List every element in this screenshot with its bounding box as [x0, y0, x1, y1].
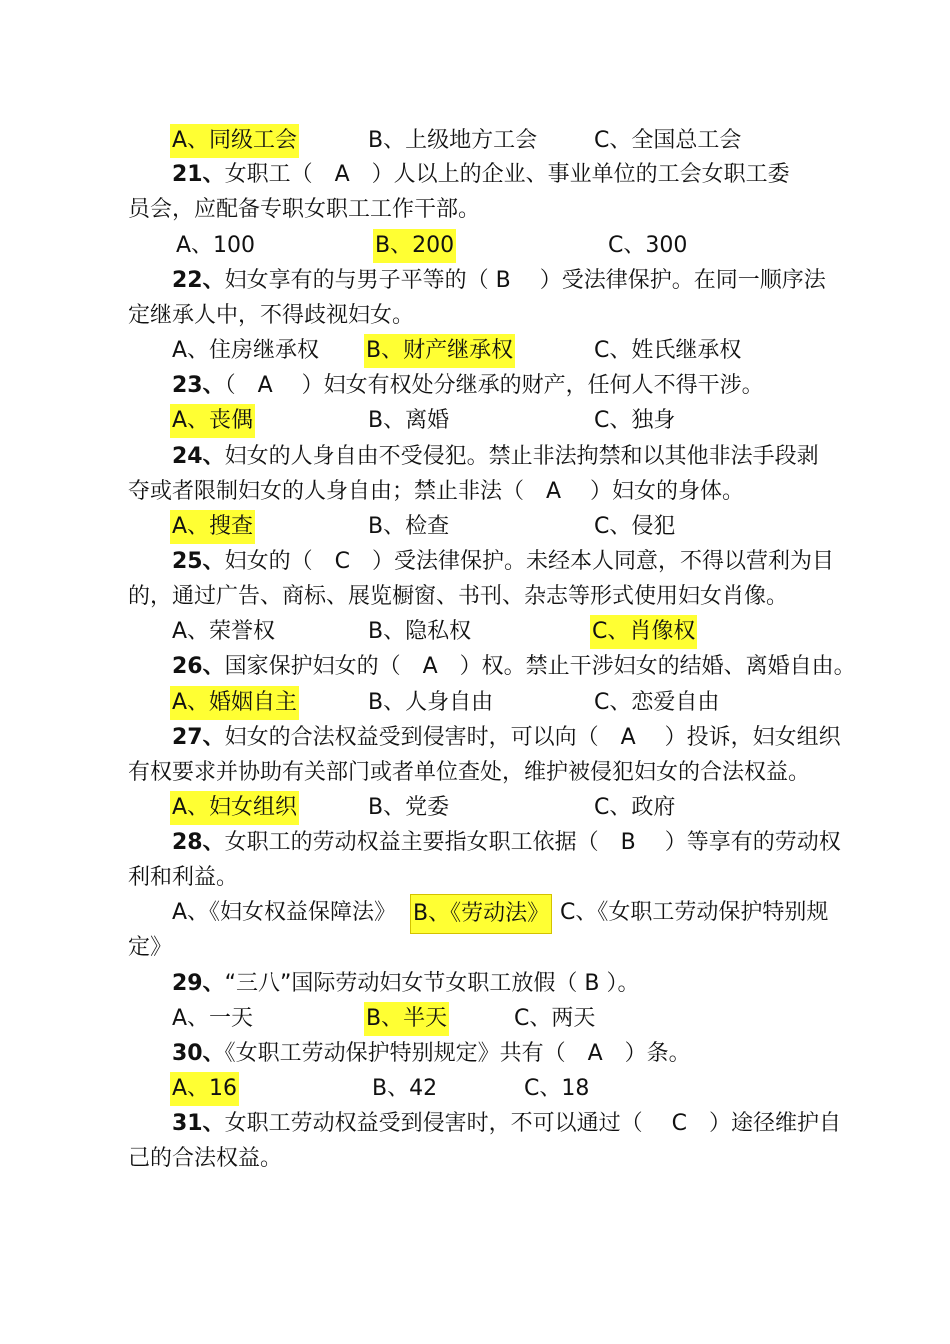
question-number: 27、	[172, 725, 225, 750]
question-25-line1	[172, 545, 834, 579]
option-c: C、独身	[594, 408, 676, 433]
option-b-correct: B、《劳动法》	[410, 894, 552, 934]
question-22-line2: 定继承人中，不得歧视妇女。	[128, 303, 415, 328]
option-c-correct: C、肖像权	[590, 615, 697, 649]
option-b: B、人身自由	[368, 690, 494, 715]
option-a-correct: A、同级工会	[170, 124, 299, 158]
option-b: B、检查	[368, 514, 450, 539]
question-text: 国家保护妇女的（ A ）权。禁止干涉妇女的结婚、离婚自由。	[224, 654, 856, 679]
option-b-correct: B、200	[373, 229, 456, 263]
option-c: C、《女职工劳动保护特别规	[560, 900, 829, 925]
option-b: B、42	[372, 1076, 438, 1101]
option-a-correct: A、16	[170, 1072, 239, 1106]
question-text: 女职工（ A ）人以上的企业、事业单位的工会女职工委	[224, 162, 790, 187]
question-text: （ A ）妇女有权处分继承的财产，任何人不得干涉。	[224, 373, 764, 398]
question-number: 30、	[172, 1041, 225, 1066]
option-b: B、上级地方工会	[368, 128, 538, 153]
option-c: C、姓氏继承权	[594, 338, 742, 363]
option-a-correct: A、妇女组织	[170, 791, 299, 825]
question-26-line1	[172, 650, 856, 684]
question-27-line2: 有权要求并协助有关部门或者单位查处，维护被侵犯妇女的合法权益。	[128, 760, 811, 785]
option-c-continuation: 定》	[128, 935, 173, 960]
question-number: 28、	[172, 830, 225, 855]
question-31-line1	[172, 1107, 841, 1141]
question-21-line1	[172, 158, 790, 192]
question-31-line2: 己的合法权益。	[128, 1146, 283, 1171]
question-number: 24、	[172, 444, 225, 469]
question-27-line1	[172, 721, 841, 755]
question-25-line2: 的，通过广告、商标、展览橱窗、书刊、杂志等形式使用妇女肖像。	[128, 584, 789, 609]
question-number: 22、	[172, 268, 225, 293]
question-number: 31、	[172, 1111, 225, 1136]
question-30-line1	[172, 1037, 691, 1071]
option-c: C、侵犯	[594, 514, 676, 539]
option-a: A、荣誉权	[172, 619, 276, 644]
question-text: 妇女的（ C ）受法律保护。未经本人同意，不得以营利为目	[224, 549, 834, 574]
option-a-correct: A、丧偶	[170, 404, 255, 438]
question-24-line2: 夺或者限制妇女的人身自由；禁止非法（ A ）妇女的身体。	[128, 479, 745, 504]
question-text: 女职工劳动权益受到侵害时，不可以通过（ C ）途径维护自	[224, 1111, 841, 1136]
question-text: 妇女的合法权益受到侵害时，可以向（ A ）投诉，妇女组织	[224, 725, 841, 750]
option-b: B、党委	[368, 795, 450, 820]
question-number: 21、	[172, 162, 225, 187]
option-b-correct: B、财产继承权	[364, 334, 515, 368]
question-text: 《女职工劳动保护特别规定》共有（ A ）条。	[224, 1041, 691, 1066]
option-a-correct: A、婚姻自主	[170, 686, 299, 720]
question-text: 女职工的劳动权益主要指女职工依据（ B ）等享有的劳动权	[224, 830, 841, 855]
question-22-line1	[172, 264, 826, 298]
question-number: 25、	[172, 549, 225, 574]
question-number: 29、	[172, 971, 225, 996]
option-a-correct: A、搜查	[170, 510, 255, 544]
option-a: A、100	[176, 233, 256, 258]
option-b: B、隐私权	[368, 619, 472, 644]
option-c: C、18	[524, 1076, 590, 1101]
option-b-correct: B、半天	[364, 1002, 449, 1036]
question-number: 23、	[172, 373, 225, 398]
question-text: 妇女享有的与男子平等的（ B ）受法律保护。在同一顺序法	[224, 268, 826, 293]
question-number: 26、	[172, 654, 225, 679]
option-c: C、300	[608, 233, 688, 258]
option-a: A、一天	[172, 1006, 254, 1031]
option-b: B、离婚	[368, 408, 450, 433]
question-21-line2: 员会，应配备专职女职工工作干部。	[128, 197, 481, 222]
question-23-line1	[172, 369, 764, 403]
question-28-line2: 利和利益。	[128, 865, 239, 890]
question-text: “三八”国际劳动妇女节女职工放假（ B ）。	[224, 971, 640, 996]
option-c: C、政府	[594, 795, 676, 820]
question-29-line1	[172, 967, 640, 1001]
question-text: 妇女的人身自由不受侵犯。禁止非法拘禁和以其他非法手段剥	[224, 444, 819, 469]
option-a: A、住房继承权	[172, 338, 320, 363]
option-c: C、两天	[514, 1006, 596, 1031]
question-24-line1	[172, 440, 819, 474]
option-c: C、全国总工会	[594, 128, 742, 153]
question-28-line1	[172, 826, 841, 860]
option-c: C、恋爱自由	[594, 690, 720, 715]
option-a: A、《妇女权益保障法》	[172, 900, 397, 925]
